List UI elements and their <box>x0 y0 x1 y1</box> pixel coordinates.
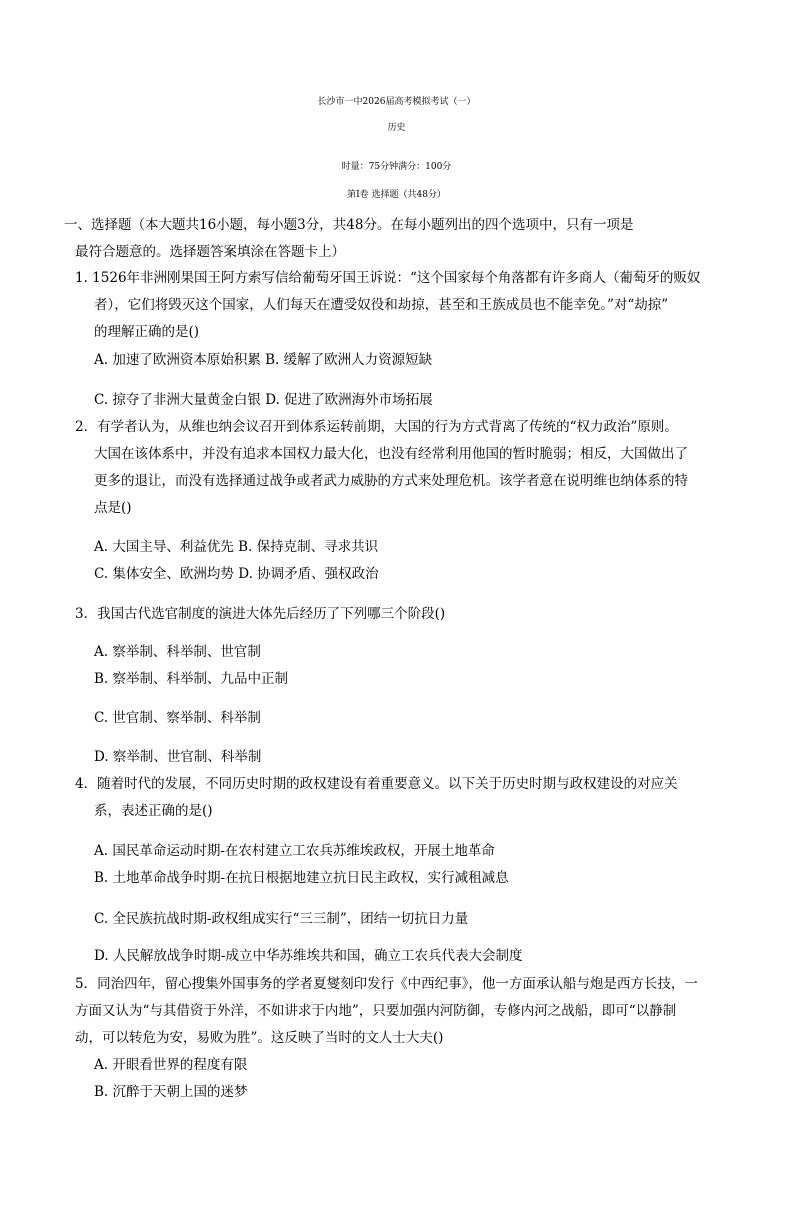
q5-stem-line3: 动，可以转危为安，易败为胜”。这反映了当时的文人士大夫() <box>75 1030 444 1046</box>
q2-stem-line3: 更多的退让，而没有选择通过战争或者武力威胁的方式来处理危机。该学者意在说明维也纳体系的特 <box>94 473 688 489</box>
q4-option-c: C. 全民族抗战时期-政权组成实行“三三制”，团结一切抗日力量 <box>94 911 469 927</box>
q1-options-ab: A. 加速了欧洲资本原始积累 B. 缓解了欧洲人力资源短缺 <box>94 352 433 368</box>
q3-option-d: D. 察举制、世官制、科举制 <box>94 749 262 765</box>
q4-stem-line1: 4．随着时代的发展，不同历史时期的政权建设有着重要意义。以下关于历史时期与政权建设的对应关 <box>75 776 678 792</box>
q5-option-a: A. 开眼看世界的程度有限 <box>94 1057 248 1073</box>
q1-stem-line2: 者），它们将毁灭这个国家，人们每天在遭受奴役和劫掠，甚至和王族成员也不能幸免。”对“劫掠” <box>94 297 669 313</box>
q3-option-a: A. 察举制、科举制、世官制 <box>94 644 261 660</box>
section-instructions-line1: 一、选择题（本大题共16小题，每小题3分，共48分。在每小题列出的四个选项中，只有一项是 <box>64 217 634 233</box>
q2-options-cd: C. 集体安全、欧洲均势 D. 协调矛盾、强权政治 <box>94 566 379 582</box>
q2-stem-line2: 大国在该体系中，并没有追求本国权力最大化，也没有经常利用他国的暂时脆弱；相反，大国做出了 <box>94 446 688 462</box>
q3-stem-line1: 3．我国古代选官制度的演进大体先后经历了下列哪三个阶段() <box>75 606 446 622</box>
q1-stem-line3: 的理解正确的是() <box>94 324 200 340</box>
q4-option-d: D. 人民解放战争时期-成立中华苏维埃共和国，确立工农兵代表大会制度 <box>94 948 523 964</box>
q5-stem-line2: 方面又认为“与其借资于外洋，不如讲求于内地”，只要加强内河防御，专修内河之战船，即可“以静制 <box>75 1003 677 1019</box>
subject-title: 历史 <box>387 123 406 133</box>
q3-option-b: B. 察举制、科举制、九品中正制 <box>94 671 289 687</box>
q3-option-c: C. 世官制、察举制、科举制 <box>94 710 261 726</box>
q2-options-ab: A. 大国主导、利益优先 B. 保持克制、寻求共识 <box>94 539 379 555</box>
q1-stem-line1: 1. 1526年非洲刚果国王阿方索写信给葡萄牙国王诉说：“这个国家每个角落都有许多商人（葡萄牙的贩奴 <box>75 270 701 286</box>
section-instructions-line2: 最符合题意的。选择题答案填涂在答题卡上） <box>75 244 345 260</box>
q5-stem-line1: 5．同治四年，留心搜集外国事务的学者夏燮刻印发行《中西纪事》，他一方面承认船与炮是西方长技，一 <box>75 976 698 992</box>
part-heading: 第Ⅰ卷 选择题（共48分） <box>347 190 446 200</box>
q2-stem-line4: 点是() <box>94 500 132 516</box>
q4-option-b: B. 土地革命战争时期-在抗日根据地建立抗日民主政权，实行减租减息 <box>94 870 509 886</box>
q5-option-b: B. 沉醉于天朝上国的迷梦 <box>94 1084 248 1100</box>
time-score: 时量：75分钟满分：100分 <box>341 162 452 172</box>
q4-stem-line2: 系，表述正确的是() <box>94 803 213 819</box>
q4-option-a: A. 国民革命运动时期-在农村建立工农兵苏维埃政权，开展土地革命 <box>94 843 495 859</box>
q2-stem-line1: 2．有学者认为，从维也纳会议召开到体系运转前期，大国的行为方式背离了传统的“权力政治”原则。 <box>75 419 678 435</box>
exam-title: 长沙市一中2026届高考模拟考试（一） <box>317 97 476 107</box>
q1-options-cd: C. 掠夺了非洲大量黄金白银 D. 促进了欧洲海外市场拓展 <box>94 392 433 408</box>
